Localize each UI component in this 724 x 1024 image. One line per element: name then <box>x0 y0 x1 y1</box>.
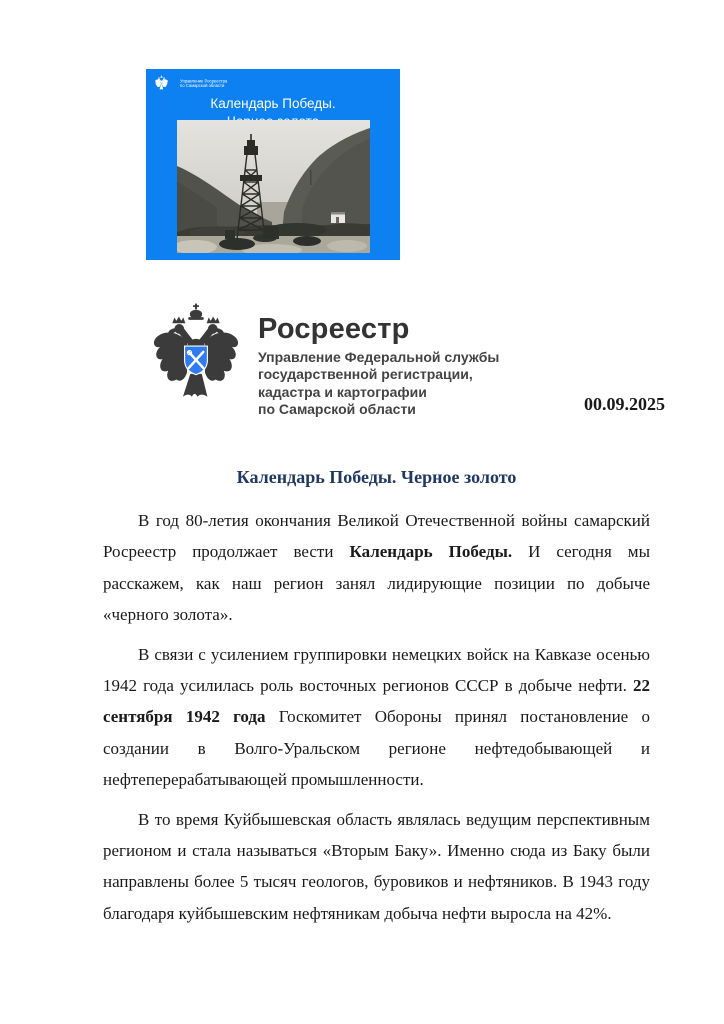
letterhead <box>258 314 558 418</box>
org-name: Росреестр <box>258 313 410 345</box>
article-title: Календарь Победы. Черное золото <box>236 467 517 487</box>
document-date: 00.09.2025 <box>584 394 665 414</box>
article-paragraph: В год 80-летия окончания Великой Отечественной войны самарский Росреестр продолжает вести Календарь Победы. И сегодня мы расскажем, как наш регион занял лидирующие позиции по добыче «черного золота». <box>103 511 650 625</box>
rosreestr-eagle-icon <box>154 75 169 92</box>
rosreestr-emblem <box>147 300 245 415</box>
banner-logo <box>154 75 274 95</box>
article-paragraph: В связи с усилением группировки немецких войск на Кавказе осенью 1942 года усилилась роль восточных регионов СССР в добыче нефти. 22 сентября 1942 года Госкомитет Обороны принял постановление о создании в Волго-Уральском регионе нефтедобывающей и нефтеперерабатывающей промышленности. <box>103 644 650 790</box>
article-paragraph: В то время Куйбышевская область являлась ведущим перспективным регионом и стала называться «Вторым Баку». Именно сюда из Баку были направлены более 5 тысяч геологов, буровиков и нефтяников. В 1943 году благодаря куйбышевским нефтяникам добыча нефти выросла на 42%. <box>103 809 650 923</box>
article-body <box>103 505 650 929</box>
banner-logo-caption: Управление Росреестра по Самарской области <box>180 79 228 89</box>
article <box>103 466 650 937</box>
oil-derrick-photo <box>177 120 370 253</box>
banner-title: Календарь Победы. <box>210 96 336 111</box>
org-description: Управление Федеральной службы государственной регистрации, кадастра и картографии по Самарской области <box>258 349 500 417</box>
banner <box>146 69 400 260</box>
